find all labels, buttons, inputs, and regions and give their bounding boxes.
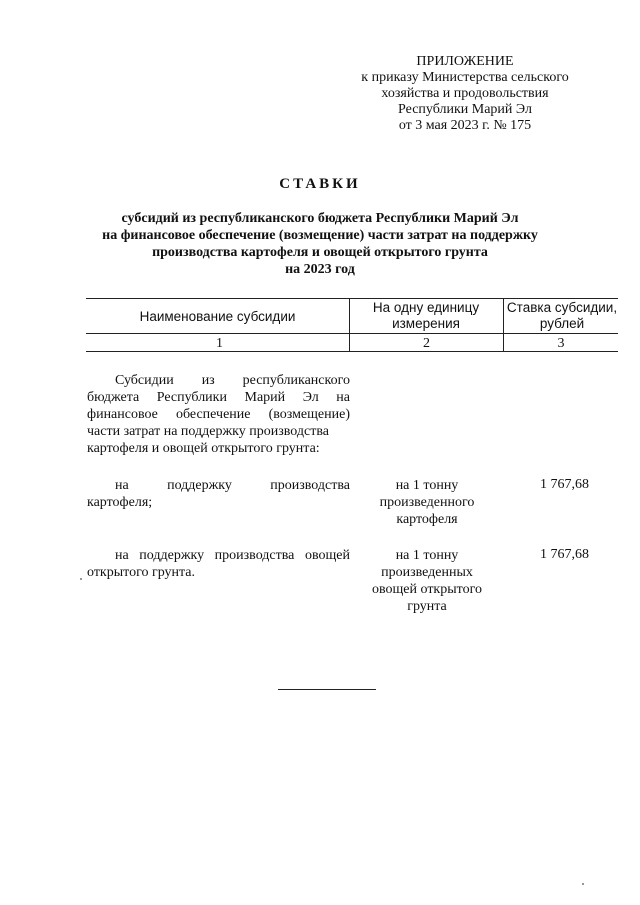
subsidy-intro-paragraph bbox=[87, 372, 350, 457]
subtitle-line: на финансовое обеспечение (возмещение) части затрат на поддержку bbox=[102, 228, 538, 243]
table-row-unit: на 1 тонну произведенного картофеля bbox=[379, 478, 475, 527]
header-unit bbox=[350, 300, 502, 332]
intro-line: бюджета Республики Марий Эл на bbox=[87, 390, 350, 405]
table-row-rate: 1 767,68 bbox=[540, 547, 589, 562]
closing-rule bbox=[278, 689, 376, 690]
table-row-unit: на 1 тонну произведенных овощей открытого грунта bbox=[372, 548, 482, 614]
table-row-name: на поддержку производства картофеля; bbox=[87, 478, 350, 510]
column-number: 1 bbox=[216, 336, 223, 351]
header-unit-line: На одну единицу bbox=[372, 300, 480, 315]
header-rate bbox=[504, 300, 620, 332]
intro-line: финансовое обеспечение (возмещение) bbox=[87, 407, 350, 422]
table-header-rule bbox=[86, 333, 618, 334]
appendix-line: хозяйства и продовольствия bbox=[381, 86, 549, 101]
scan-speck bbox=[582, 883, 584, 885]
table-top-rule bbox=[86, 298, 618, 299]
table-row-name: на поддержку производства овощей открытого грунта. bbox=[87, 548, 350, 580]
column-number: 2 bbox=[423, 336, 430, 351]
appendix-line: от 3 мая 2023 г. № 175 bbox=[398, 118, 532, 133]
appendix-line: к приказу Министерства сельского bbox=[361, 70, 569, 85]
appendix-line: ПРИЛОЖЕНИЕ bbox=[416, 54, 514, 69]
subtitle-line: производства картофеля и овощей открытого грунта bbox=[152, 245, 488, 260]
table-row-rate: 1 767,68 bbox=[540, 477, 589, 492]
subtitle-line: на 2023 год bbox=[285, 262, 355, 277]
appendix-line: Республики Марий Эл bbox=[398, 102, 532, 117]
scan-speck bbox=[80, 578, 82, 580]
intro-line: части затрат на поддержку производства bbox=[87, 424, 329, 439]
document-subtitle bbox=[60, 210, 580, 278]
header-rate-line: рублей bbox=[539, 316, 585, 331]
subtitle-line: субсидий из республиканского бюджета Республики Марий Эл bbox=[121, 211, 519, 226]
appendix-block bbox=[330, 54, 600, 134]
intro-line: Субсидии из республиканского bbox=[115, 373, 350, 388]
column-number: 3 bbox=[557, 336, 565, 351]
intro-line: картофеля и овощей открытого грунта: bbox=[87, 441, 320, 456]
header-rate-line: Ставка субсидии, bbox=[506, 300, 618, 315]
header-unit-line: измерения bbox=[392, 316, 460, 331]
document-title: СТАВКИ bbox=[279, 176, 361, 192]
header-subsidy-name: Наименование субсидии bbox=[139, 309, 296, 324]
